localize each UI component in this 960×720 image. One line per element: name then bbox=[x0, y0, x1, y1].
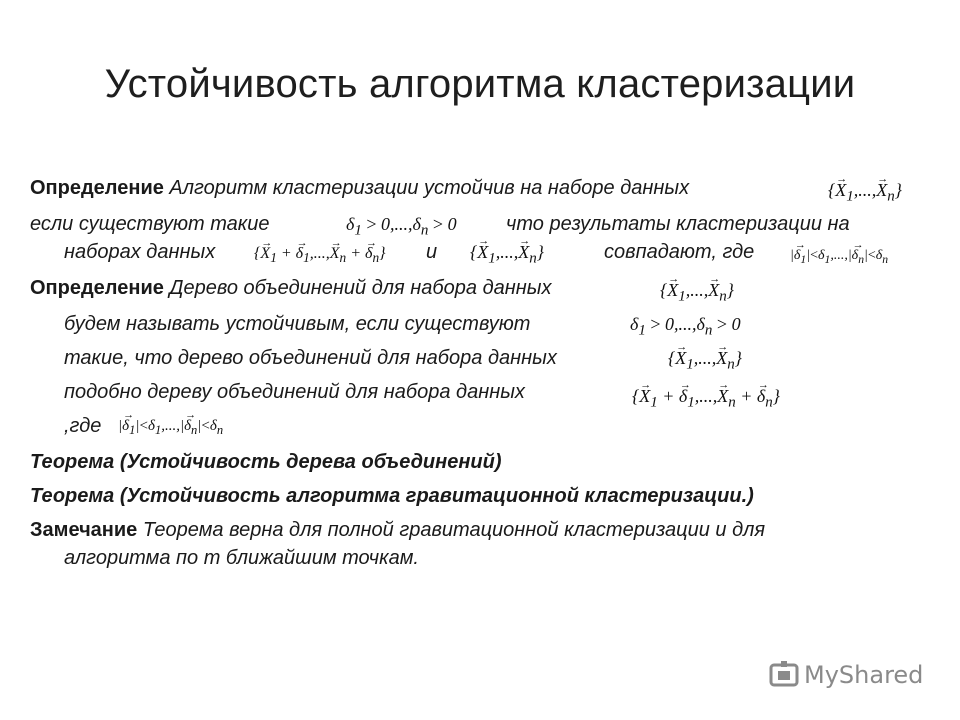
definition-2-line-5 bbox=[64, 414, 101, 438]
formula-set-x: {→ $X_1,...,\to X_n$} bbox=[660, 278, 734, 309]
logo-icon bbox=[768, 659, 800, 691]
definition-text: Алгоритм кластеризации устойчив на наборе данных bbox=[163, 177, 690, 199]
definition-1-and bbox=[426, 240, 437, 264]
definition-label: Определение bbox=[30, 177, 164, 199]
definition-2-line-3 bbox=[64, 346, 557, 370]
theorem-tree-stability: Теорема (Устойчивость дерева объединений) bbox=[30, 451, 502, 473]
remark-text: Теорема верна для полной гравитационной кластеризации и для bbox=[137, 519, 766, 541]
definition-text: что результаты кластеризации на bbox=[506, 213, 850, 235]
myshared-logo bbox=[768, 658, 928, 692]
formula-deltas-positive: $\delta_1 > 0,...,\delta_n > 0$ bbox=[346, 214, 457, 239]
definition-text: Дерево объединений для набора данных bbox=[163, 277, 552, 299]
theorem-gravitational-clustering: Теорема (Устойчивость алгоритма гравитационной кластеризации.) bbox=[30, 485, 754, 507]
definition-1-line-3 bbox=[64, 240, 215, 264]
logo-text: MyShared bbox=[804, 661, 924, 689]
remark-text: алгоритма по m ближайшим точкам. bbox=[64, 547, 419, 569]
conjunction: и bbox=[426, 241, 438, 263]
definition-text: наборах данных bbox=[64, 241, 216, 263]
remark-line-2 bbox=[64, 546, 419, 570]
formula-set-x: {→ $X_1,...,\to X_n$} bbox=[668, 346, 742, 377]
formula-set-x: {→ $X_1,...,\to X_n$} bbox=[828, 178, 902, 209]
definition-text: совпадают, где bbox=[604, 241, 755, 263]
definition-text: будем называть устойчивым, если существуют bbox=[64, 313, 531, 335]
remark-label: Замечание bbox=[30, 519, 138, 541]
definition-label: Определение bbox=[30, 277, 164, 299]
slide-title: Устойчивость алгоритма кластеризации bbox=[104, 62, 856, 106]
formula-deltas-positive: $\delta_1 > 0,...,\delta_n > 0$ bbox=[630, 314, 741, 339]
formula-set-x-delta: {→ $X_1$ + → $\delta_1,...,\to X_n$ + → $\delta_n$} bbox=[632, 384, 780, 415]
definition-2-line-1 bbox=[30, 276, 551, 300]
formula-abs-delta: |→ $\delta_1|<\delta_1,...,|\to \delta_n|<\delta_n$ bbox=[790, 244, 888, 272]
definition-text: подобно дереву объединений для набора данных bbox=[64, 381, 525, 403]
definition-2-line-2 bbox=[64, 312, 530, 336]
definition-1-line-3b bbox=[604, 240, 754, 264]
formula-set-x: {→ $X_1,...,\to X_n$} bbox=[470, 240, 544, 271]
definition-text: ,где bbox=[64, 415, 102, 437]
remark-line-1 bbox=[30, 518, 765, 542]
formula-abs-delta: |→ $\delta_1|<\delta_1,...,|\to \delta_n|<\delta_n$ bbox=[118, 414, 223, 442]
definition-text: если существуют такие bbox=[30, 213, 270, 235]
definition-2-line-4 bbox=[64, 380, 525, 404]
definition-text: такие, что дерево объединений для набора данных bbox=[64, 347, 557, 369]
definition-1-line-2 bbox=[30, 212, 270, 236]
definition-1-line-1 bbox=[30, 176, 689, 200]
formula-set-x-delta: {→ $X_1$ + → $\delta_1,...,\to X_n$ + → $\delta_n$} bbox=[254, 242, 386, 270]
